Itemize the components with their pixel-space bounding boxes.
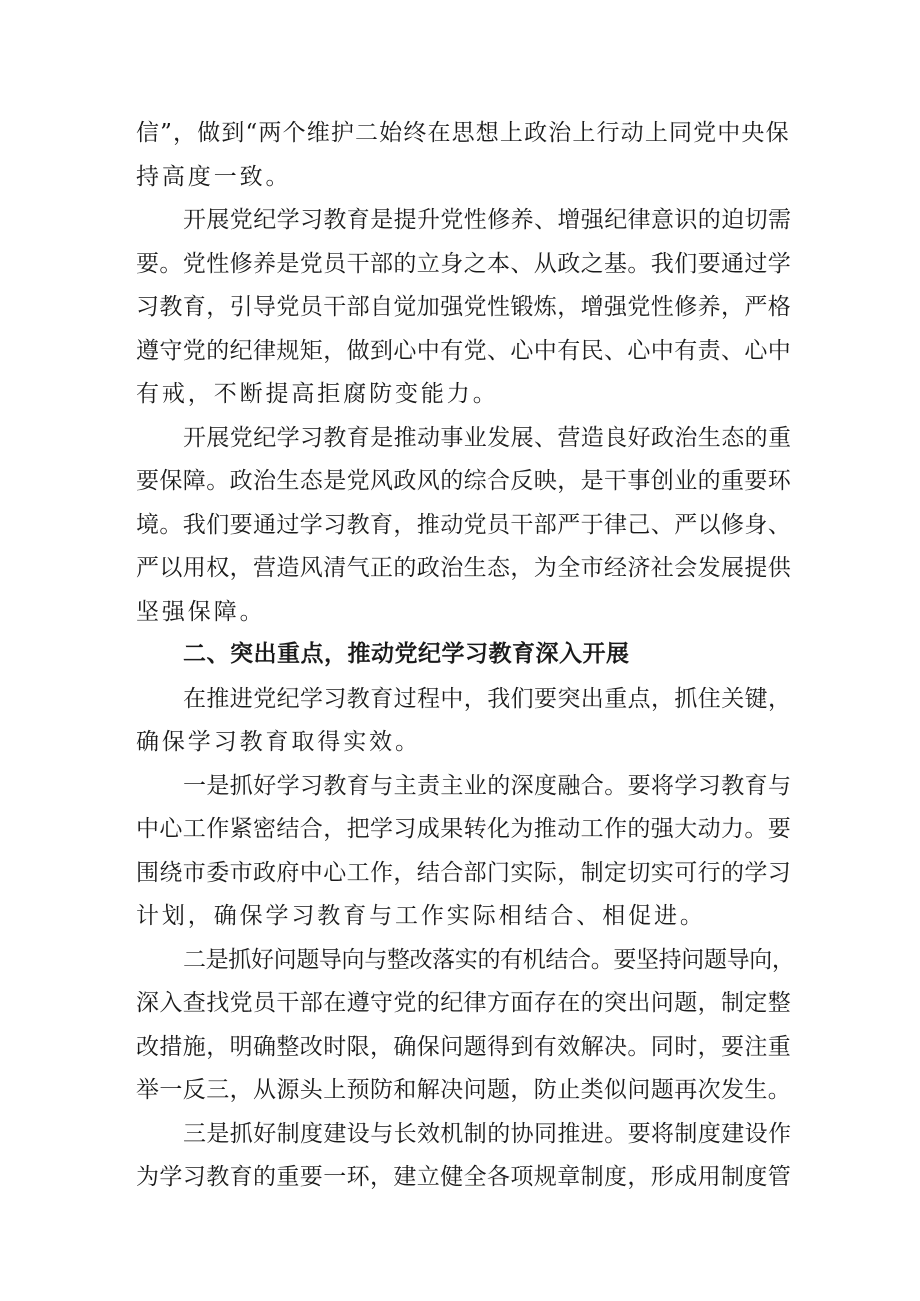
section-heading: 二、突出重点，推动党纪学习教育深入开展 [183,641,630,667]
paragraph-first-line: 二是抓好问题导向与整改落实的有机结合。要坚持问题导向， [183,947,795,973]
text-line: 遵守党的纪律规矩，做到心中有党、心中有民、心中有责、心中 [136,338,792,364]
text-line: 要保障。政治生态是党风政风的综合反映，是干事创业的重要环 [136,468,792,494]
paragraph-first-line: 开展党纪学习教育是提升党性修养、增强纪律意识的迫切需 [183,207,792,233]
text-line: 境。我们要通过学习教育，推动党员干部严于律己、严以修身、 [136,512,792,538]
text-line: 严以用权，营造风清气正的政治生态，为全市经济社会发展提供 [136,555,792,581]
text-line: 持高度一致。 [136,164,292,190]
text-line: 举一反三，从源头上预防和解决问题，防止类似问题再次发生。 [136,1077,792,1103]
paragraph-first-line: 一是抓好学习教育与主责主业的深度融合。要将学习教育与 [183,773,792,799]
text-line: 计划，确保学习教育与工作实际相结合、相促进。 [136,903,706,929]
paragraph-first-line: 在推进党纪学习教育过程中，我们要突出重点，抓住关键， [183,686,792,712]
text-line: 为学习教育的重要一环，建立健全各项规章制度，形成用制度管 [136,1164,792,1190]
paragraph-first-line: 三是抓好制度建设与长效机制的协同推进。要将制度建设作 [183,1121,792,1147]
text-line: 中心工作紧密结合，把学习成果转化为推动工作的强大动力。要 [136,816,792,842]
text-line: 有戒，不断提高拒腐防变能力。 [136,381,499,407]
text-line: 改措施，明确整改时限，确保问题得到有效解决。同时，要注重 [136,1034,792,1060]
text-line: 围绕市委市政府中心工作，结合部门实际，制定切实可行的学习 [136,860,792,886]
text-line: 习教育，引导党员干部自觉加强党性锻炼，增强党性修养，严格 [136,294,792,320]
text-line: 坚强保障。 [136,599,266,625]
paragraph-first-line: 开展党纪学习教育是推动事业发展、营造良好政治生态的重 [183,425,792,451]
text-line: 要。党性修养是党员干部的立身之本、从政之基。我们要通过学 [136,251,792,277]
text-line: 深入查找党员干部在遵守党的纪律方面存在的突出问题，制定整 [136,990,792,1016]
text-line: 确保学习教育取得实效。 [136,729,421,755]
text-line: 信”，做到“两个维护二始终在思想上政治上行动上同党中央保 [136,120,790,146]
